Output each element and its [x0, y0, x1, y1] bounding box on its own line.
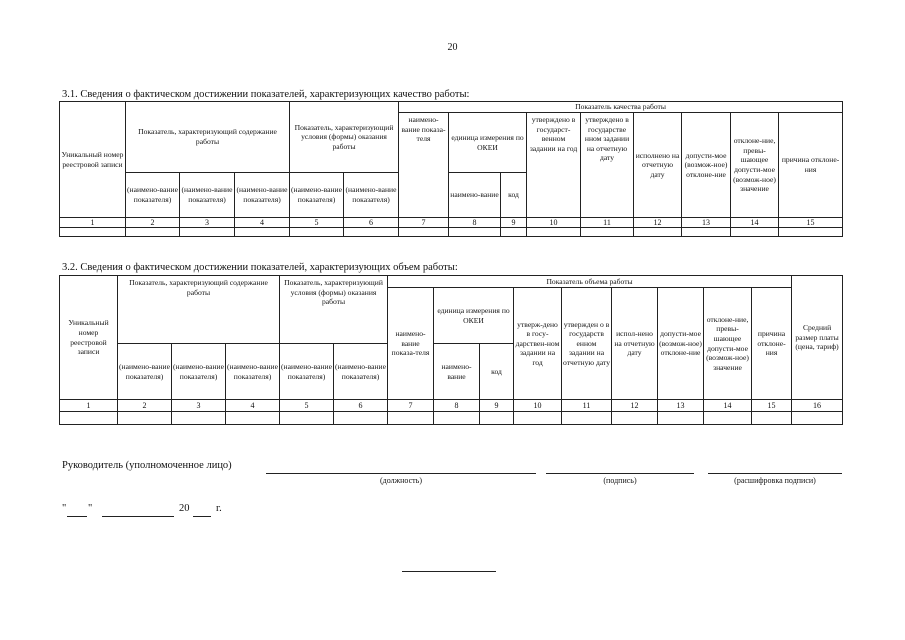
page-number: 20: [447, 42, 458, 53]
position-caption: (должность): [380, 476, 422, 485]
head-label: Руководитель (уполномоченное лицо): [62, 460, 232, 471]
column-number: 10: [527, 218, 581, 228]
content-sub-header: (наимено-вание показателя): [235, 173, 290, 218]
indicator-name-header: наимено-вание показа-теля: [399, 113, 449, 218]
content-sub-header: (наимено-вание показателя): [226, 344, 280, 400]
column-number: 6: [334, 400, 388, 412]
data-cell[interactable]: [704, 412, 752, 425]
data-cell[interactable]: [399, 228, 449, 237]
quality-table: [59, 101, 843, 237]
approved-date-header: утверждено в государстве нном задании на отчетную дату: [581, 113, 634, 218]
data-cell[interactable]: [658, 412, 704, 425]
unit-name-header: наимено-вание: [449, 173, 501, 218]
content-indicator-header: Показатель, характеризующий содержание работы: [126, 102, 290, 173]
column-number: 2: [126, 218, 180, 228]
column-number: 11: [581, 218, 634, 228]
unit-name-header: наимено-вание: [434, 344, 480, 400]
column-number: 9: [501, 218, 527, 228]
data-cell[interactable]: [60, 228, 126, 237]
column-number: 12: [612, 400, 658, 412]
content-indicator-header: Показатель, характеризующий содержание работы: [118, 276, 280, 344]
year-prefix: 20: [179, 503, 190, 514]
data-cell[interactable]: [60, 412, 118, 425]
day-quote-open: ": [62, 503, 67, 514]
column-number: 4: [235, 218, 290, 228]
data-cell[interactable]: [172, 412, 226, 425]
approved-year-header: утверждено в государст-венном задании на год: [527, 113, 581, 218]
column-number: 15: [779, 218, 843, 228]
executed-header: исполнено на отчетную дату: [634, 113, 682, 218]
day-quote-close: ": [88, 503, 93, 514]
column-number: 3: [180, 218, 235, 228]
position-line[interactable]: [266, 473, 536, 474]
data-cell[interactable]: [449, 228, 501, 237]
data-cell[interactable]: [334, 412, 388, 425]
data-cell[interactable]: [126, 228, 180, 237]
signature-caption: (подпись): [603, 476, 637, 485]
data-cell[interactable]: [235, 228, 290, 237]
conditions-sub-header: (наимено-вание показателя): [290, 173, 344, 218]
approved-date-header: утвержден о в государств енном задании на отчетную дату: [562, 288, 612, 400]
column-number: 2: [118, 400, 172, 412]
allowed-deviation-header: допусти-мое (возмож-ное) отклоне-ние: [658, 288, 704, 400]
volume-table: [59, 275, 843, 425]
signature-line[interactable]: [546, 473, 694, 474]
data-cell[interactable]: [612, 412, 658, 425]
data-cell[interactable]: [514, 412, 562, 425]
volume-indicator-header: Показатель объема работы: [388, 276, 792, 288]
data-cell[interactable]: [480, 412, 514, 425]
data-cell[interactable]: [792, 412, 843, 425]
data-cell[interactable]: [527, 228, 581, 237]
data-cell[interactable]: [226, 412, 280, 425]
data-cell[interactable]: [118, 412, 172, 425]
conditions-sub-header: (наимено-вание показателя): [280, 344, 334, 400]
unit-code-header: код: [501, 173, 527, 218]
column-number: 1: [60, 400, 118, 412]
column-number: 11: [562, 400, 612, 412]
quality-indicator-header: Показатель качества работы: [399, 102, 843, 113]
data-cell[interactable]: [752, 412, 792, 425]
conditions-indicator-header: Показатель, характеризующий условия (формы) оказания работы: [280, 276, 388, 344]
column-number: 13: [658, 400, 704, 412]
column-number: 5: [280, 400, 334, 412]
column-number: 10: [514, 400, 562, 412]
footer-divider: [402, 571, 496, 572]
section2-title: 3.2. Сведения о фактическом достижении показателей, характеризующих объем работы:: [62, 262, 458, 273]
day-line[interactable]: [67, 516, 87, 517]
column-number: 3: [172, 400, 226, 412]
section1-title: 3.1. Сведения о фактическом достижении показателей, характеризующих качество работы:: [62, 89, 470, 100]
unique-number-header: Уникальный номер реестровой записи: [60, 276, 118, 400]
conditions-sub-header: (наимено-вание показателя): [334, 344, 388, 400]
column-number: 8: [449, 218, 501, 228]
executed-header: испол-нено на отчетную дату: [612, 288, 658, 400]
column-number: 6: [344, 218, 399, 228]
deviation-reason-header: причина отклоне-ния: [779, 113, 843, 218]
column-number: 7: [388, 400, 434, 412]
content-sub-header: (наимено-вание показателя): [172, 344, 226, 400]
exceed-deviation-header: отклоне-ние, превы-шающее допусти-мое (возмож-ное) значение: [704, 288, 752, 400]
column-number: 15: [752, 400, 792, 412]
data-cell[interactable]: [180, 228, 235, 237]
data-cell[interactable]: [388, 412, 434, 425]
avg-price-header: Средний размер платы (цена, тариф): [792, 276, 843, 400]
data-cell[interactable]: [501, 228, 527, 237]
month-line[interactable]: [102, 516, 174, 517]
allowed-deviation-header: допусти-мое (возмож-ное) отклоне-ние: [682, 113, 731, 218]
column-number: 9: [480, 400, 514, 412]
data-cell[interactable]: [290, 228, 344, 237]
decode-line[interactable]: [708, 473, 842, 474]
data-cell[interactable]: [562, 412, 612, 425]
column-number: 13: [682, 218, 731, 228]
data-cell[interactable]: [731, 228, 779, 237]
indicator-name-header: наимено-вание показа-теля: [388, 288, 434, 400]
data-cell[interactable]: [344, 228, 399, 237]
approved-year-header: утверж-дено в госу-дарствен-ном задании на год: [514, 288, 562, 400]
content-sub-header: (наимено-вание показателя): [126, 173, 180, 218]
column-number: 14: [704, 400, 752, 412]
year-suffix: г.: [216, 503, 222, 514]
data-cell[interactable]: [434, 412, 480, 425]
decode-caption: (расшифровка подписи): [734, 476, 816, 485]
column-number: 12: [634, 218, 682, 228]
unit-header: единица измерения по ОКЕИ: [449, 113, 527, 173]
conditions-indicator-header: Показатель, характеризующий условия (формы) оказания работы: [290, 102, 399, 173]
deviation-reason-header: причина отклоне-ния: [752, 288, 792, 400]
column-number: 7: [399, 218, 449, 228]
conditions-sub-header: (наимено-вание показателя): [344, 173, 399, 218]
year-line[interactable]: [193, 516, 211, 517]
exceed-deviation-header: отклоне-ние, превы-шающее допусти-мое (возмож-ное) значение: [731, 113, 779, 218]
content-sub-header: (наимено-вание показателя): [118, 344, 172, 400]
unique-number-header: Уникальный номер реестровой записи: [60, 102, 126, 218]
column-number: 16: [792, 400, 843, 412]
data-cell[interactable]: [682, 228, 731, 237]
unit-header: единица измерения по ОКЕИ: [434, 288, 514, 344]
data-cell[interactable]: [634, 228, 682, 237]
column-number: 5: [290, 218, 344, 228]
data-cell[interactable]: [779, 228, 843, 237]
column-number: 14: [731, 218, 779, 228]
data-cell[interactable]: [280, 412, 334, 425]
column-number: 8: [434, 400, 480, 412]
column-number: 1: [60, 218, 126, 228]
content-sub-header: (наимено-вание показателя): [180, 173, 235, 218]
unit-code-header: код: [480, 344, 514, 400]
column-number: 4: [226, 400, 280, 412]
data-cell[interactable]: [581, 228, 634, 237]
